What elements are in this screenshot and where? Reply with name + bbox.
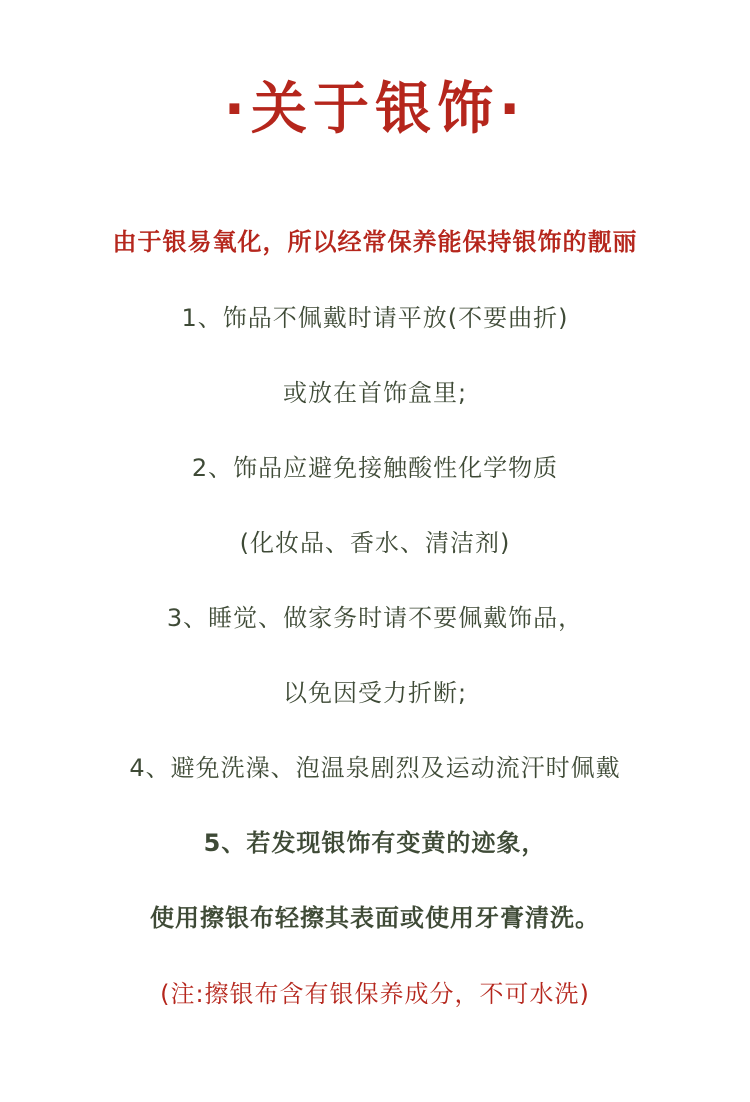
page-title: ·关于银饰· bbox=[223, 77, 527, 142]
care-line-9: 使用擦银布轻擦其表面或使用牙膏清洗。 bbox=[150, 904, 600, 932]
care-line-7: 4、避免洗澡、泡温泉剧烈及运动流汗时佩戴 bbox=[129, 754, 621, 782]
intro-text: 由于银易氧化，所以经常保养能保持银饰的靓丽 bbox=[112, 228, 638, 256]
care-line-1: 1、饰品不佩戴时请平放(不要曲折) bbox=[181, 304, 569, 332]
care-line-6: 以免因受力折断; bbox=[282, 679, 468, 707]
care-line-2: 或放在首饰盒里; bbox=[282, 379, 468, 407]
care-line-8: 5、若发现银饰有变黄的迹象， bbox=[203, 829, 547, 857]
care-line-5: 3、睡觉、做家务时请不要佩戴饰品， bbox=[166, 604, 584, 632]
care-line-4: (化妆品、香水、清洁剂) bbox=[239, 529, 511, 557]
care-line-3: 2、饰品应避免接触酸性化学物质 bbox=[191, 454, 559, 482]
note-text: (注:擦银布含有银保养成分，不可水洗) bbox=[160, 980, 590, 1008]
